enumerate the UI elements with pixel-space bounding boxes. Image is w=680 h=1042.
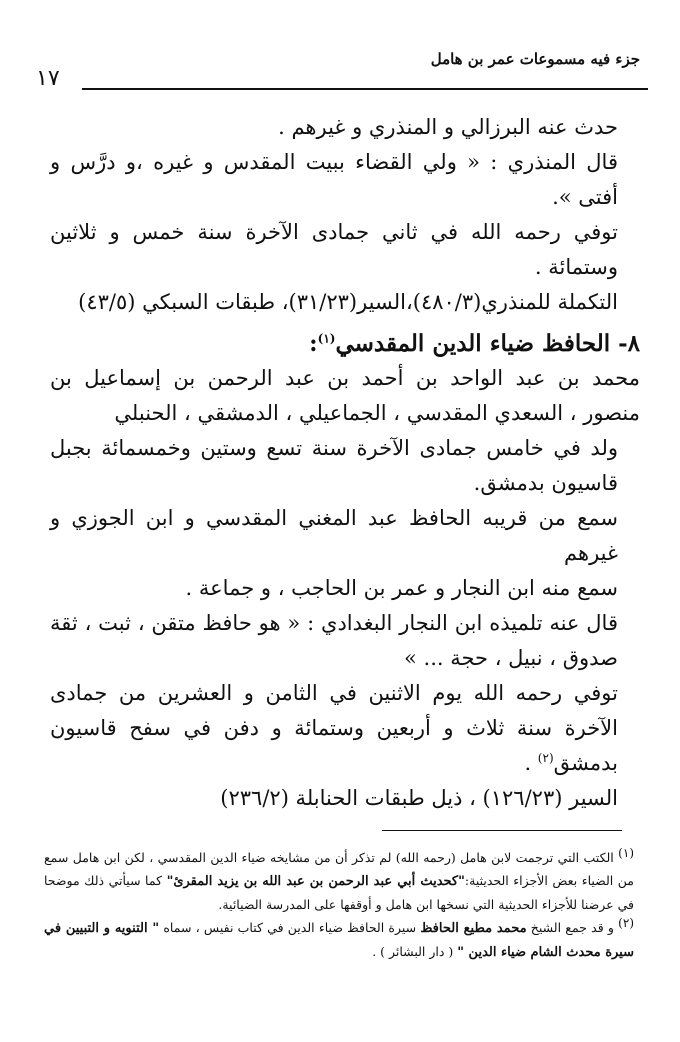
footnote-rule xyxy=(382,830,622,831)
footnote-marker: (١) xyxy=(618,845,634,860)
section-heading xyxy=(50,326,640,361)
paragraph: قال عنه تلميذه ابن النجار البغدادي : « هو حافظ متقن ، ثبت ، ثقة صدوق ، نبيل ، حجة ... » xyxy=(50,611,618,670)
paragraph-text: توفي رحمه الله يوم الاثنين في الثامن و العشرين من جمادى الآخرة سنة ثلاث و أربعين وستمائة و دفن في سفح قاسيون بدمشق xyxy=(50,681,618,775)
paragraph: التكملة للمنذري(٤٨٠/٣)،السير(٣١/٢٣)، طبقات السبكي (٤٣/٥) xyxy=(78,290,618,314)
footnote-text: و قد جمع الشيخ xyxy=(526,920,619,935)
page-number: ١٧ xyxy=(36,66,60,91)
paragraph: محمد بن عبد الواحد بن أحمد بن عبد الرحمن بن إسماعيل بن منصور ، السعدي المقدسي ، الجماعيلي ، الدمشقي ، الحنبلي xyxy=(50,366,640,425)
footnote-ref: (١) xyxy=(317,331,336,346)
footnote-text: كما سيأتي ذلك موضحا في عرضنا للأجزاء الحديثية التي نسخها ابن هامل و أوقفها على المدرسة الضيائية. xyxy=(44,873,634,912)
heading-text: ٨- الحافظ ضياء الدين المقدسي xyxy=(335,330,640,357)
footnote-bold: محمد مطيع الحافظ xyxy=(420,921,527,936)
paragraph: قال المنذري : « ولي القضاء ببيت المقدس و غيره ،و درَّس و أفتى ». xyxy=(50,150,618,209)
footnote-bold: "كحديث أبي عبد الرحمن بن عبد الله بن يزيد المقرئ" xyxy=(166,874,465,889)
footnote-text: الكتب التي ترجمت لابن هامل (رحمه الله) لم تذكر أن من مشايخه ضياء الدين المقدسي ، لكن ابن هامل سمع من الضياء بعض الأجزاء الحديثية: xyxy=(44,850,635,888)
footnote-ref: (٢) xyxy=(537,751,554,765)
paragraph: ولد في خامس جمادى الآخرة سنة تسع وستين وخمسمائة بجبل قاسيون بدمشق. xyxy=(50,436,618,495)
page-header xyxy=(30,44,648,96)
heading-suffix: : xyxy=(309,330,318,357)
footnote-text: ( دار البشائر ) . xyxy=(372,944,458,959)
footnote-2 xyxy=(44,916,634,964)
paragraph: سمع من قريبه الحافظ عبد المغني المقدسي و ابن الجوزي و غيرهم xyxy=(50,506,618,565)
footnotes xyxy=(44,846,634,964)
paragraph: حدث عنه البرزالي و المنذري و غيرهم . xyxy=(278,115,618,139)
running-title: جزء فيه مسموعات عمر بن هامل xyxy=(430,50,640,68)
footnote-bold: " التنويه و التبيين في سيرة محدث الشام ضياء الدين " xyxy=(44,921,634,960)
body-text xyxy=(50,110,640,816)
paragraph-end: . xyxy=(524,751,538,775)
paragraph: توفي رحمه الله في ثاني جمادى الآخرة سنة خمس و ثلاثين وستمائة . xyxy=(50,220,618,279)
footnote-1 xyxy=(44,846,634,916)
footnote-text: سيرة الحافظ ضياء الدين في كتاب نفيس ، سماه xyxy=(159,920,421,935)
paragraph: سمع منه ابن النجار و عمر بن الحاجب ، و جماعة . xyxy=(185,576,618,600)
paragraph xyxy=(50,676,640,781)
footnote-marker: (٢) xyxy=(618,915,634,930)
paragraph: السير (١٢٦/٢٣) ، ذيل طبقات الحنابلة (٢٣٦/٢) xyxy=(220,786,618,810)
header-rule xyxy=(82,88,648,90)
